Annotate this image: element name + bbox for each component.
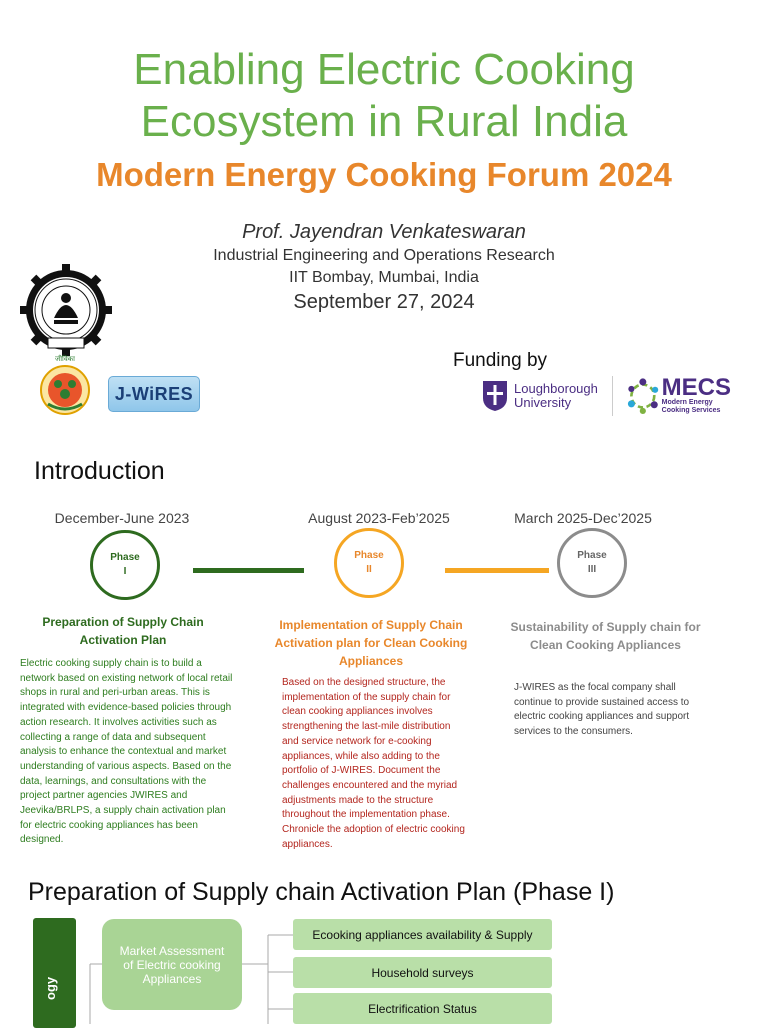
jeevika-label: जीविका [55, 356, 75, 363]
supply-availability-box: Ecooking appliances availability & Supply [293, 919, 552, 950]
mecs-wordmark: MECS [661, 374, 731, 401]
phase-3-circle [557, 528, 627, 598]
phase-1-circle [90, 530, 160, 600]
phase-2-numeral: II [366, 564, 372, 575]
phase-2-description: Based on the designed structure, the implementation of the supply chain for clean cooking appliances involves strengthening the last-mile distribution and service network for e-cooking appliances, while also adding to the portfolio of J-WIRES. Document the challenges encountered and the myriad adjustments made to the structure throughout the implementation phase. Chronicle the adoption of electric cooking appliances. [282, 677, 465, 850]
market-assessment-box [102, 919, 242, 1010]
methodology-bar [33, 918, 76, 1028]
title-line-1-text: Enabling Electric Cooking [133, 45, 635, 94]
mecs-sub-line-1: Modern Energy [661, 399, 713, 406]
jwires-logo [108, 376, 200, 412]
mecs-logo [627, 374, 731, 418]
market-assessment-text: Market Assessment of Electric cooking Appliances [119, 943, 225, 986]
loughborough-crest-icon [482, 380, 508, 412]
introduction-heading: Introduction [34, 457, 165, 485]
electrification-status-box: Electrification Status [293, 993, 552, 1024]
phase-1-section-heading: Preparation of Supply chain Activation Plan (Phase I) [28, 878, 615, 906]
phase-3-label: Phase [577, 550, 607, 561]
methodology-bar-label: ogy [43, 976, 58, 1000]
department: Industrial Engineering and Operations Research [213, 247, 555, 264]
loughborough-line-1: Loughborough [514, 381, 598, 396]
phase-2-3-connector [445, 568, 549, 573]
iitb-logo [18, 262, 114, 358]
mecs-network-icon [627, 375, 659, 417]
jeevika-logo [36, 356, 94, 418]
phase-2-label: Phase [354, 550, 384, 561]
author-name: Prof. Jayendran Venkateswaran [242, 221, 526, 243]
phase-2-date: August 2023-Feb’2025 [308, 510, 450, 526]
phase-3-title: Sustainability of Supply chain for Clean Cooking Appliances [510, 620, 701, 652]
funding-label: Funding by [453, 350, 548, 371]
loughborough-logo [482, 376, 613, 416]
phase-1-2-connector [193, 568, 304, 573]
presentation-date: September 27, 2024 [293, 291, 475, 313]
phase-1-date: December-June 2023 [54, 510, 190, 526]
title-line-1 [0, 44, 768, 148]
subtitle: Modern Energy Cooking Forum 2024 [96, 156, 672, 193]
phase-2-title: Implementation of Supply Chain Activation plan for Clean Cooking Appliances [274, 618, 468, 668]
phase-3-numeral: III [587, 564, 597, 575]
institute: IIT Bombay, Mumbai, India [289, 269, 479, 286]
phase-1-description: Electric cooking supply chain is to build a network based on existing network of local retail shops in rural and peri-urban areas. This is integrated with evidence-based policies through action research. It involves activities such as collecting a range of data and subsequent analysis to enhance the contextual and market understanding of various aspects. Based on the data, learnings, and consultations with the project partner agencies JWIRES and Jeevika/BRLPS, a supply chain activation plan for electric cooking appliances has been designed. [20, 658, 233, 846]
phase-1-title: Preparation of Supply Chain Activation Plan [42, 615, 204, 647]
phase-1-numeral: I [123, 566, 127, 577]
mecs-sub-line-2: Cooking Services [661, 407, 721, 414]
phase-3-date: March 2025-Dec’2025 [514, 510, 652, 526]
phase-3-description: J-WIRES as the focal company shall continue to provide sustained access to electric cooking appliances and support services to the consumers. [514, 682, 690, 738]
phase-1-label: Phase [110, 552, 140, 563]
loughborough-line-2: University [514, 395, 572, 410]
jwires-logo-text: J-WiRES [114, 383, 194, 404]
title-line-2-text: Ecosystem in Rural India [140, 97, 628, 146]
phase-2-circle [334, 528, 404, 598]
household-surveys-box: Household surveys [293, 957, 552, 988]
